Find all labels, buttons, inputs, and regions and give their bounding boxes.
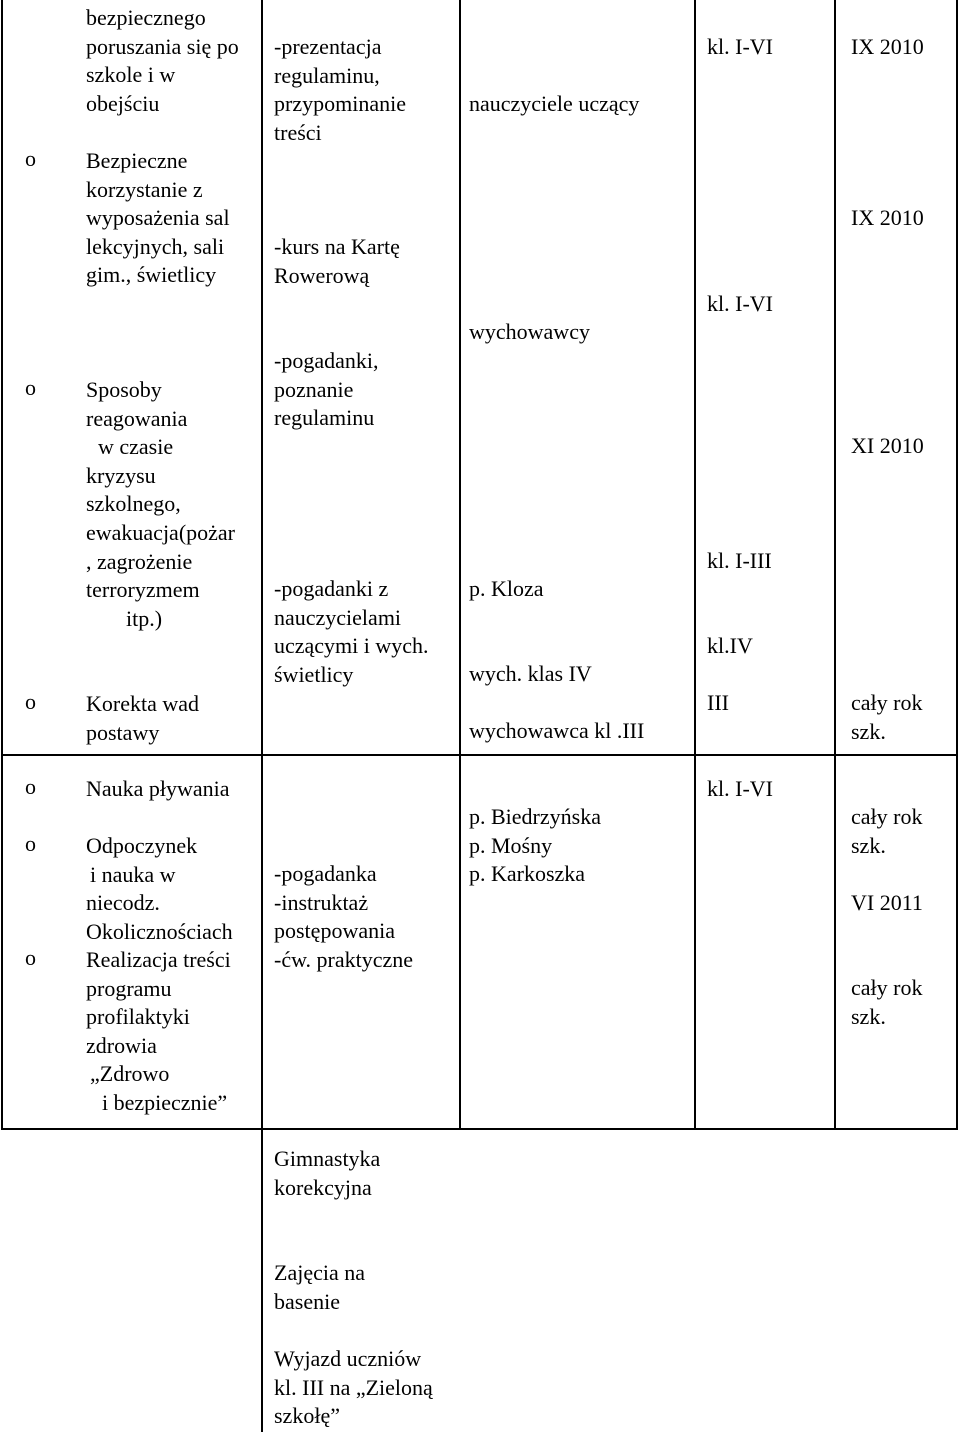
date xyxy=(851,803,922,860)
column-divider-4 xyxy=(834,0,836,1130)
topic-item-line: Realizacja treści xyxy=(86,947,231,972)
form-line: nauczycielami xyxy=(274,604,402,630)
form-line: postępowania xyxy=(274,918,395,944)
date-line: cały rok xyxy=(851,690,923,715)
column-divider-1 xyxy=(261,0,263,1432)
form-line: Zajęcia na xyxy=(274,1260,365,1285)
topic-item xyxy=(86,775,230,804)
topic-item-line: i bezpiecznie” xyxy=(102,1089,228,1115)
form-line: -pogadanki, xyxy=(274,348,379,373)
responsible-person: wych. klas IV xyxy=(469,661,592,686)
topic-item-line: Odpoczynek xyxy=(86,833,198,858)
topic-item-line: wyposażenia sal xyxy=(86,205,230,231)
class-range: III xyxy=(707,690,729,715)
form-block xyxy=(274,1345,433,1431)
topic-item-line: i nauka w xyxy=(90,861,176,887)
date xyxy=(851,689,922,746)
topic-item-line: ewakuacja(pożar xyxy=(86,519,236,545)
form-line: przypominanie xyxy=(274,91,406,117)
class-range: kl. I-VI xyxy=(707,776,773,801)
table-left-border xyxy=(1,0,3,1130)
form-line: -prezentacja xyxy=(274,34,382,59)
form-line: Gimnastyka xyxy=(274,1146,381,1171)
form-line: -pogadanki z xyxy=(274,576,389,601)
date: IX 2010 xyxy=(851,205,924,230)
topic-item-line: kryzysu xyxy=(86,462,156,488)
topic-item-line: szkolnego, xyxy=(86,491,181,517)
form-line: korekcyjna xyxy=(274,1174,372,1200)
date-line: cały rok xyxy=(851,804,923,829)
topic-lead-line: bezpiecznego xyxy=(86,5,206,30)
date-line: cały rok xyxy=(851,975,923,1000)
form-line: -kurs na Kartę xyxy=(274,234,400,259)
form-line: -ćw. praktyczne xyxy=(274,946,414,972)
table-right-border xyxy=(956,0,958,1130)
responsible-person: wychowawca kl .III xyxy=(469,718,645,743)
form-line: -instruktaż xyxy=(274,889,369,915)
bullet-marker: o xyxy=(25,831,36,856)
form-block xyxy=(274,33,406,147)
topic-item-line: programu xyxy=(86,975,172,1001)
topic-lead-line: szkole i w xyxy=(86,62,176,88)
topic-lead xyxy=(86,4,239,118)
column-divider-3 xyxy=(694,0,696,1130)
topic-item-line: zdrowia xyxy=(86,1032,157,1058)
bullet-marker: o xyxy=(25,774,36,799)
date-line: szk. xyxy=(851,718,886,744)
date xyxy=(851,974,922,1031)
form-line: szkołę” xyxy=(274,1403,340,1429)
class-range: kl. I-VI xyxy=(707,34,773,59)
responsible-line: p. Mośny xyxy=(469,832,553,858)
topic-lead-line: obejściu xyxy=(86,90,160,116)
topic-item-line: reagowania xyxy=(86,405,188,431)
topic-item-line: Nauka pływania xyxy=(86,776,230,801)
topic-item xyxy=(86,690,199,747)
responsible-person xyxy=(469,803,601,889)
form-block xyxy=(274,1259,365,1316)
topic-item xyxy=(86,946,231,1118)
responsible-person: p. Kloza xyxy=(469,576,544,601)
form-line: treści xyxy=(274,119,322,145)
row-divider xyxy=(1,754,958,756)
date-line: szk. xyxy=(851,832,886,858)
form-block xyxy=(274,575,429,689)
topic-item-line: itp.) xyxy=(126,605,163,631)
responsible-line: p. Karkoszka xyxy=(469,861,586,887)
date: VI 2011 xyxy=(851,890,923,915)
bullet-marker: o xyxy=(25,375,36,400)
form-line: -pogadanka xyxy=(274,861,377,886)
form-block xyxy=(274,1145,380,1202)
topic-item-line: terroryzmem xyxy=(86,577,200,603)
bullet-marker: o xyxy=(25,146,36,171)
topic-item xyxy=(86,376,235,633)
topic-item xyxy=(86,832,233,946)
topic-lead-line: poruszania się po xyxy=(86,33,239,59)
form-block xyxy=(274,860,413,974)
form-line: świetlicy xyxy=(274,661,354,687)
topic-item-line: Okolicznościach xyxy=(86,918,233,944)
topic-item-line: profilaktyki xyxy=(86,1004,190,1030)
topic-item xyxy=(86,147,230,290)
responsible-person: nauczyciele uczący xyxy=(469,91,640,116)
table-bottom-border xyxy=(1,1128,958,1130)
topic-item-line: Sposoby xyxy=(86,377,162,402)
topic-item-line: , zagrożenie xyxy=(86,548,193,574)
responsible-line: p. Biedrzyńska xyxy=(469,804,601,829)
topic-item-line: korzystanie z xyxy=(86,176,203,202)
bullet-marker: o xyxy=(25,689,36,714)
column-divider-2 xyxy=(459,0,461,1130)
form-line: basenie xyxy=(274,1288,340,1314)
form-line: kl. III na „Zieloną xyxy=(274,1374,433,1400)
topic-item-line: lekcyjnych, sali xyxy=(86,233,225,259)
form-line: poznanie xyxy=(274,376,354,402)
form-block xyxy=(274,233,400,290)
date-line: szk. xyxy=(851,1003,886,1029)
responsible-person: wychowawcy xyxy=(469,319,590,344)
topic-item-line: „Zdrowo xyxy=(90,1061,170,1087)
class-range: kl.IV xyxy=(707,633,753,658)
class-range: kl. I-III xyxy=(707,548,772,573)
topic-item-line: Bezpieczne xyxy=(86,148,188,173)
topic-item-line: postawy xyxy=(86,719,160,745)
date: IX 2010 xyxy=(851,34,924,59)
topic-item-line: Korekta wad xyxy=(86,691,200,716)
form-block xyxy=(274,347,378,433)
date: XI 2010 xyxy=(851,433,924,458)
topic-item-line: w czasie xyxy=(98,434,174,460)
form-line: regulaminu xyxy=(274,405,375,431)
topic-item-line: gim., świetlicy xyxy=(86,262,217,288)
form-line: Rowerową xyxy=(274,262,370,288)
bullet-marker: o xyxy=(25,945,36,970)
form-line: regulaminu, xyxy=(274,62,380,88)
form-line: uczącymi i wych. xyxy=(274,633,429,659)
topic-item-line: niecodz. xyxy=(86,890,160,916)
form-line: Wyjazd uczniów xyxy=(274,1346,422,1371)
class-range: kl. I-VI xyxy=(707,291,773,316)
